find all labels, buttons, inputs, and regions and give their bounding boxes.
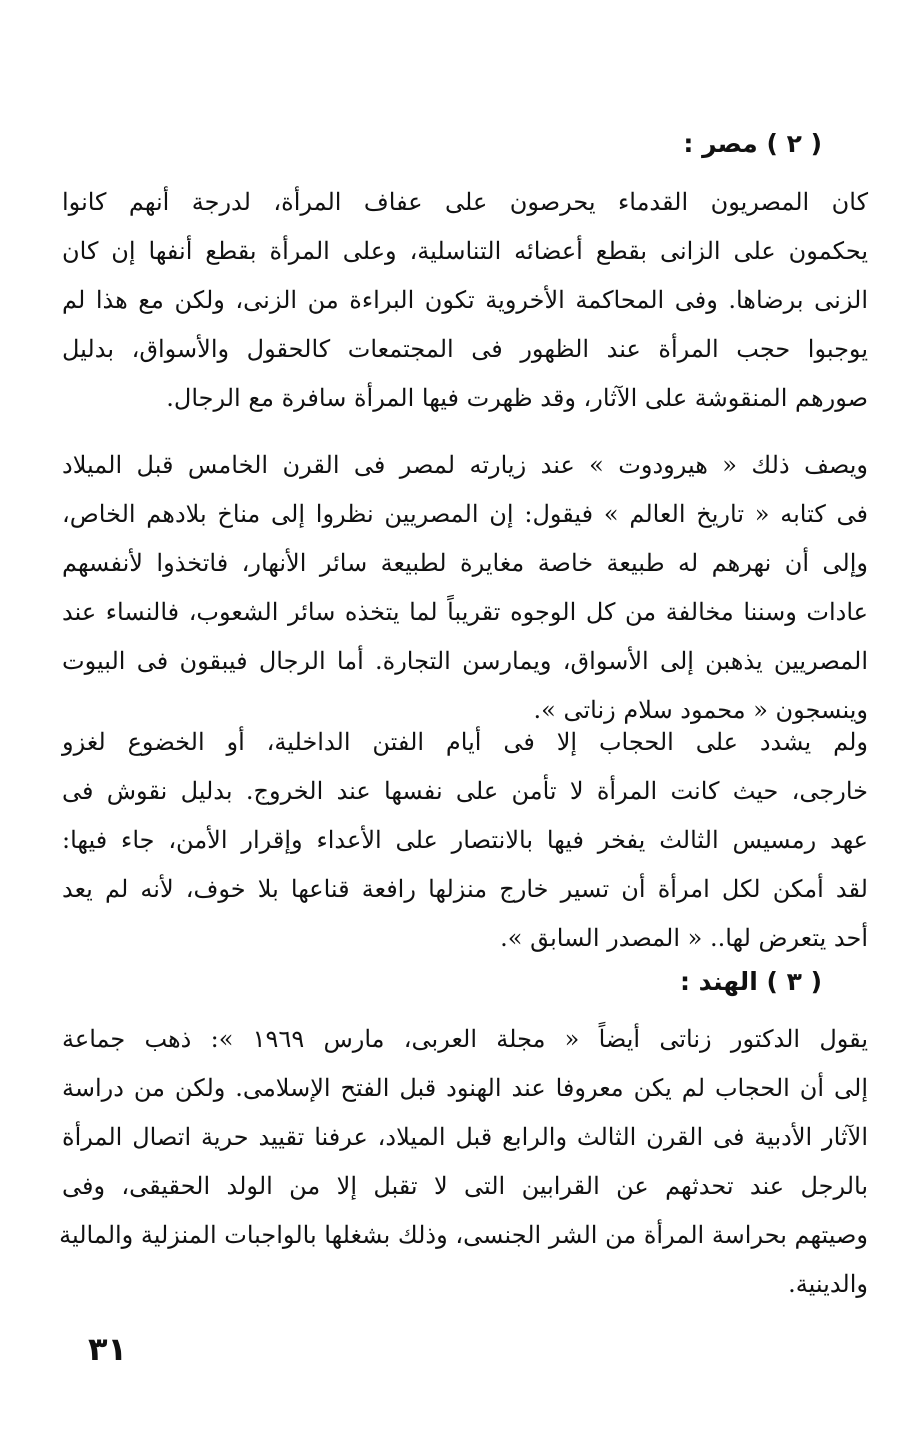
text-line: فى كتابه « تاريخ العالم » فيقول: إن المصريين نظروا إلى مناخ بلادهم الخاص، [62,500,868,528]
text-line: المصريين يذهبن إلى الأسواق، ويمارسن التجارة. أما الرجال فيبقون فى البيوت [62,647,868,675]
text-line: لقد أمكن لكل امرأة أن تسير خارج منزلها رافعة قناعها بلا خوف، لأنه لم يعد [62,875,868,903]
paragraph-egypt-1 [62,178,868,423]
text-line: عادات وسننا مخالفة من كل الوجوه تقريباً لما يتخذه سائر الشعوب، فالنساء عند [62,598,868,626]
text-line: يحكمون على الزانى بقطع أعضائه التناسلية، وعلى المرأة بقطع أنفها إن كان [62,237,868,265]
text-line: أحد يتعرض لها.. « المصدر السابق ». [500,924,868,952]
text-line: الزنى برضاها. وفى المحاكمة الأخروية تكون البراءة من الزنى، ولكن مع هذا لم [62,286,868,314]
text-line: الآثار الأدبية فى القرن الثالث والرابع قبل الميلاد، عرفنا تقييد حرية اتصال المرأة [62,1123,868,1151]
text-line: إلى أن الحجاب لم يكن معروفا عند الهنود قبل الفتح الإسلامى. ولكن من دراسة [62,1074,868,1102]
text-line: وإلى أن نهرهم له طبيعة خاصة مغايرة لطبيعة سائر الأنهار، فاتخذوا لأنفسهم [62,549,868,577]
paragraph-egypt-2 [62,441,868,735]
text-line: عهد رمسيس الثالث يفخر فيها بالانتصار على الأعداء وإقرار الأمن، جاء فيها: [62,826,868,854]
text-line: خارجى، حيث كانت المرأة لا تأمن على نفسها عند الخروج. بدليل نقوش فى [62,777,868,805]
section-heading-india: ( ٣ ) الهند : [679,967,822,996]
text-line: يقول الدكتور زناتى أيضاً « مجلة العربى، مارس ١٩٦٩ »: ذهب جماعة [62,1025,868,1053]
text-line: صورهم المنقوشة على الآثار، وقد ظهرت فيها المرأة سافرة مع الرجال. [166,384,868,412]
text-line: بالرجل عند تحدثهم عن القرابين التى لا تقبل إلا من الولد الحقيقى، وفى [62,1172,868,1200]
paragraph-egypt-3 [62,718,868,963]
text-line: كان المصريون القدماء يحرصون على عفاف المرأة، لدرجة أنهم كانوا [62,188,868,216]
text-line: وصيتهم بحراسة المرأة من الشر الجنسى، وذلك بشغلها بالواجبات المنزلية والمالية [59,1221,868,1249]
text-line: ويصف ذلك « هيرودوت » عند زيارته لمصر فى القرن الخامس قبل الميلاد [62,451,868,479]
text-line: يوجبوا حجب المرأة عند الظهور فى المجتمعات كالحقول والأسواق، بدليل [62,335,869,363]
paragraph-india-1 [59,1015,868,1309]
text-line: وينسجون « محمود سلام زناتى ». [533,696,868,724]
page-number: ٣١ [88,1330,128,1368]
text-line: ولم يشدد على الحجاب إلا فى أيام الفتن الداخلية، أو الخضوع لغزو [62,728,868,756]
section-heading-egypt: ( ٢ ) مصر : [683,129,822,158]
text-line: والدينية. [788,1270,868,1298]
